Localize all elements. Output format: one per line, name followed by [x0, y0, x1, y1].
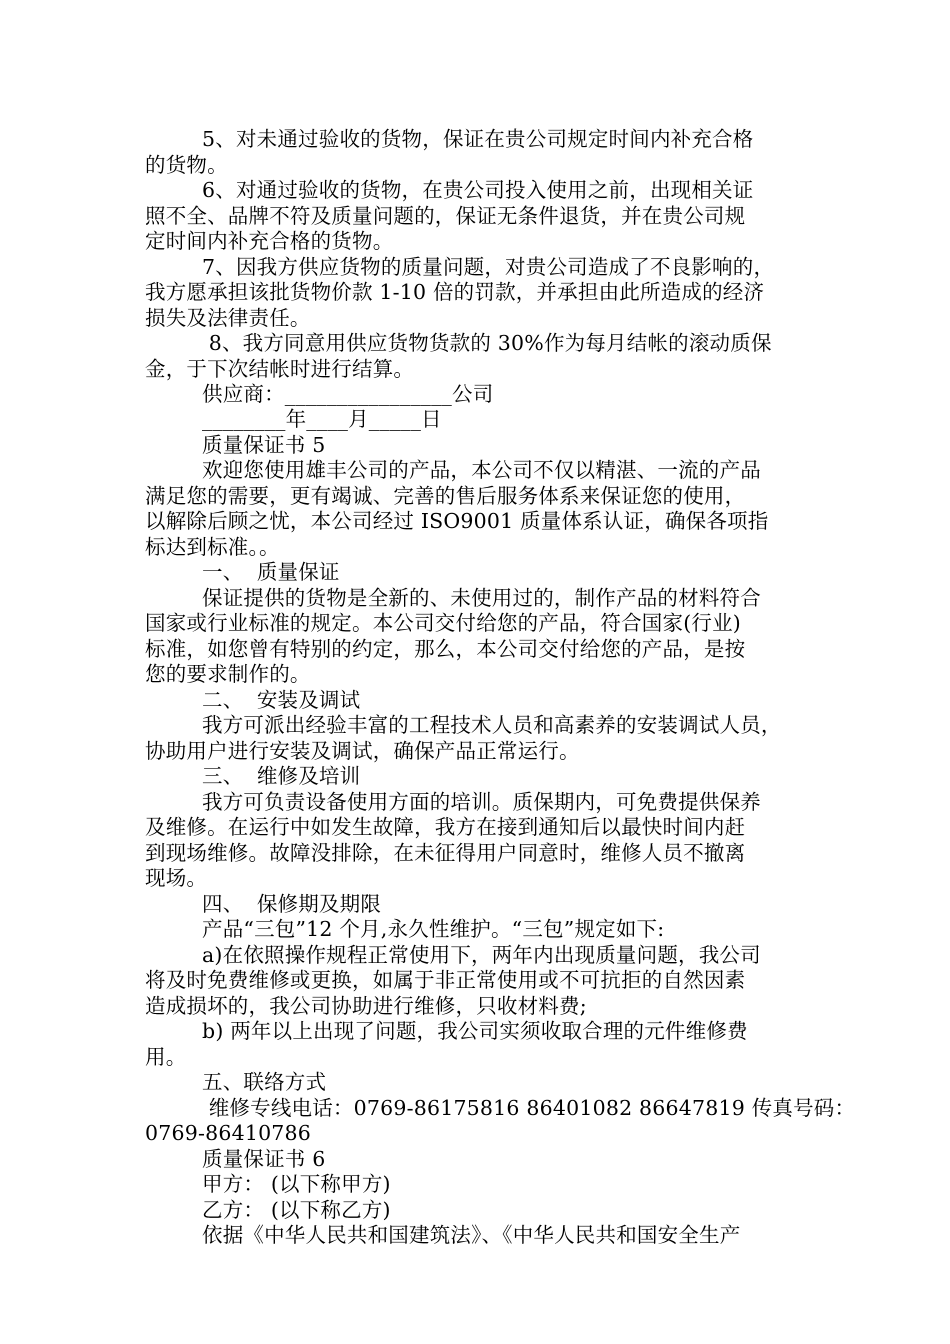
text-line: 产品“三包”12 个月,永久性维护。“三包”规定如下: — [202, 917, 665, 941]
text-line: 6、对通过验收的货物，在贵公司投入使用之前，出现相关证 — [202, 178, 754, 202]
text-line: 的货物。 — [145, 153, 228, 177]
text-line: 欢迎您使用雄丰公司的产品，本公司不仅以精湛、一流的产品 — [202, 458, 761, 482]
text-line: 协助用户进行安装及调试，确保产品正常运行。 — [145, 739, 580, 763]
text-line: 国家或行业标准的规定。本公司交付给您的产品，符合国家(行业) — [145, 611, 741, 635]
text-line: 照不全、品牌不符及质量问题的，保证无条件退货，并在贵公司规 — [145, 204, 746, 228]
date-line: ________年____月_____日 — [202, 407, 442, 431]
heading-contact: 五、联络方式 — [202, 1070, 327, 1094]
text-line: 到现场维修。故障没排除，在未征得用户同意时，维修人员不撤离 — [145, 841, 746, 865]
text-line: 我方可派出经验丰富的工程技术人员和高素养的安装调试人员， — [202, 713, 782, 737]
text-line: 将及时免费维修或更换，如属于非正常使用或不可抗拒的自然因素 — [145, 968, 746, 992]
supplier-signature-line: 供应商：________________公司 — [202, 382, 494, 406]
text-line: 7、因我方供应货物的质量问题，对贵公司造成了不良影响的， — [202, 255, 775, 279]
text-line: 保证提供的货物是全新的、未使用过的，制作产品的材料符合 — [202, 586, 761, 610]
contact-phone-line: 维修专线电话：0769-86175816 86401082 86647819 传真号码： — [202, 1096, 856, 1120]
text-line: 依据《中华人民共和国建筑法》、《中华人民共和国安全生产 — [202, 1223, 741, 1247]
text-line: 标准，如您曾有特别的约定，那么，本公司交付给您的产品，是按 — [145, 637, 746, 661]
text-line: b) 两年以上出现了问题，我公司实须收取合理的元件维修费 — [202, 1019, 748, 1043]
heading-quality-guarantee: 一、 质量保证 — [202, 560, 340, 584]
text-line: 满足您的需要，更有竭诚、完善的售后服务体系来保证您的使用， — [145, 484, 746, 508]
text-line: 我方可负责设备使用方面的培训。质保期内，可免费提供保养 — [202, 790, 761, 814]
text-line: 您的要求制作的。 — [145, 662, 311, 686]
text-line: 标达到标准。。 — [145, 535, 280, 559]
text-line: 及维修。在运行中如发生故障，我方在接到通知后以最快时间内赶 — [145, 815, 746, 839]
text-line: 以解除后顾之忧，本公司经过 ISO9001 质量体系认证，确保各项指 — [145, 509, 769, 533]
text-line: 金，于下次结帐时进行结算。 — [145, 357, 415, 381]
text-line: 用。 — [145, 1045, 187, 1069]
text-line: 5、对未通过验收的货物，保证在贵公司规定时间内补充合格 — [202, 127, 754, 151]
heading-installation: 二、 安装及调试 — [202, 688, 361, 712]
party-b-line: 乙方： (以下称乙方) — [202, 1198, 391, 1222]
contact-fax-line: 0769-86410786 — [145, 1121, 312, 1145]
party-a-line: 甲方： (以下称甲方) — [202, 1172, 391, 1196]
section-title: 质量保证书 5 — [202, 433, 326, 457]
text-line: 我方愿承担该批货物价款 1-10 倍的罚款，并承担由此所造成的经济 — [145, 280, 765, 304]
heading-maintenance: 三、 维修及培训 — [202, 764, 361, 788]
section-title: 质量保证书 6 — [202, 1147, 326, 1171]
text-line: a)在依照操作规程正常使用下，两年内出现质量问题，我公司 — [202, 943, 761, 967]
text-line: 造成损坏的，我公司协助进行维修，只收材料费; — [145, 994, 587, 1018]
text-line: 现场。 — [145, 866, 208, 890]
text-line: 8、我方同意用供应货物货款的 30%作为每月结帐的滚动质保 — [202, 331, 772, 355]
heading-warranty: 四、 保修期及期限 — [202, 892, 382, 916]
text-line: 定时间内补充合格的货物。 — [145, 229, 394, 253]
text-line: 损失及法律责任。 — [145, 306, 311, 330]
